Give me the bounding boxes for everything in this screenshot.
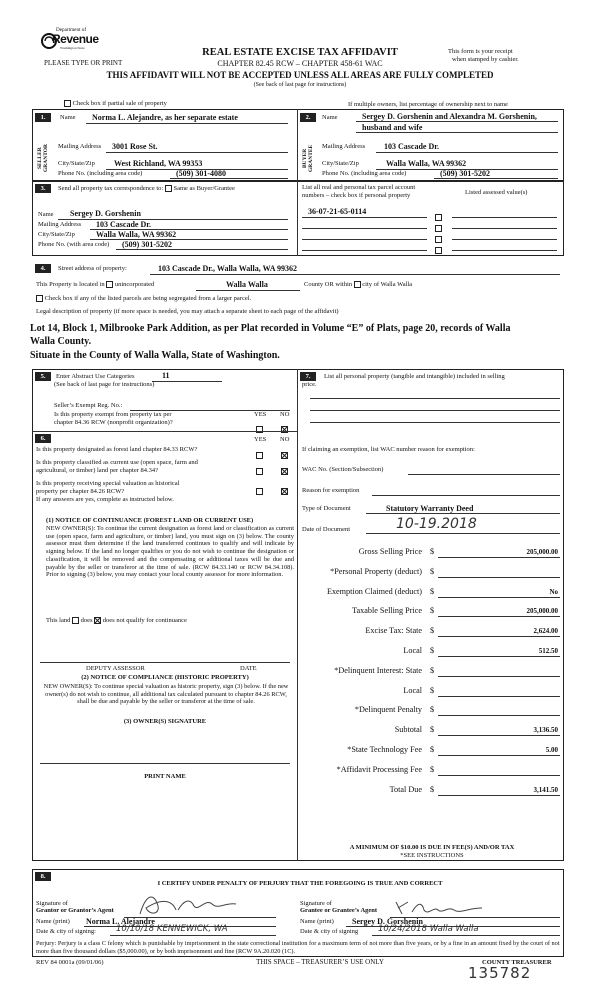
s5-no: NO	[280, 411, 290, 418]
dor-logo	[40, 26, 100, 52]
certify: I CERTIFY UNDER PENALTY OF PERJURY THAT THE FOREGOING IS TRUE AND CORRECT	[157, 880, 443, 887]
segregated-checkbox[interactable]	[36, 295, 43, 302]
seller-side-label: SELLER GRANTOR	[37, 144, 49, 173]
grantee-signature-icon	[392, 896, 492, 918]
legal-1: Lot 14, Block 1, Milbrooke Park Addition, as per Plat recorded in Volume “E” of Plats, page 20, records of Walla	[30, 323, 511, 334]
this-land: This land does does not qualify for continuance	[46, 617, 187, 624]
tax-line-label: *Delinquent Interest: State	[334, 666, 422, 675]
s3-city-label: City/State/Zip	[38, 231, 75, 238]
doc-type: Statutory Warranty Deed	[386, 504, 474, 513]
does-not-checkbox[interactable]	[94, 617, 101, 624]
dollar-sign: $	[430, 705, 435, 714]
form-title: REAL ESTATE EXCISE TAX AFFIDAVIT	[202, 47, 398, 58]
s6-q3a: Is this property receiving special valuation as historical	[36, 480, 180, 487]
section-5-num: 5.	[35, 372, 51, 381]
section-6-num: 6.	[35, 434, 51, 443]
parcel-number: 36-07-21-65-0114	[308, 207, 367, 216]
buyer-city: Walla Walla, WA 99362	[386, 159, 467, 168]
unincorporated-checkbox[interactable]	[106, 281, 113, 288]
abstract-label: Enter Abstract Use Categories	[56, 373, 135, 380]
middle-box	[32, 369, 564, 861]
dollar-sign: $	[430, 745, 435, 754]
county-treasurer: COUNTY TREASURER	[482, 959, 552, 966]
dollar-sign: $	[430, 587, 435, 596]
historic-no-checkbox[interactable]	[281, 488, 288, 495]
section-3-num: 3.	[35, 184, 51, 193]
tax-line-value: 512.50	[538, 647, 558, 655]
segregated: Check box if any of the listed parcels are being segregated from a larger parcel.	[36, 295, 251, 302]
city-checkbox[interactable]	[354, 281, 361, 288]
s6-q4: If any answers are yes, complete as instructed below.	[36, 496, 174, 503]
notice1-title: (1) NOTICE OF CONTINUANCE (FOREST LAND OR CURRENT USE)	[46, 517, 254, 524]
section-1-num: 1.	[35, 113, 51, 122]
reason: Reason for exemption	[302, 487, 360, 494]
s6-q2a: Is this property classified as current use (open space, farm and	[36, 459, 198, 466]
abstract-value: 11	[162, 371, 170, 380]
section-4-num: 4.	[35, 264, 51, 273]
same-as-buyer-checkbox[interactable]	[165, 185, 172, 192]
tax-line-label: Taxable Selling Price	[352, 606, 422, 615]
partial-sale-checkbox[interactable]	[64, 100, 71, 107]
historic-yes-checkbox[interactable]	[256, 488, 263, 495]
buyer-mail: 103 Cascade Dr.	[384, 142, 440, 151]
treasurer-space: THIS SPACE – TREASURER’S USE ONLY	[256, 958, 384, 966]
tax-line-value: 2,624.00	[533, 627, 558, 635]
doc-type-label: Type of Document	[302, 505, 351, 512]
dollar-sign: $	[430, 785, 435, 794]
dollar-sign: $	[430, 646, 435, 655]
buyer-phone: (509) 301-5202	[440, 169, 490, 178]
s6-q3b: property per chapter 84.26 RCW?	[36, 488, 125, 495]
tax-line-label: Exemption Claimed (deduct)	[326, 587, 422, 596]
tax-line-label: *Delinquent Penalty	[354, 705, 422, 714]
buyer-side-label: BUYER GRANTEE	[302, 144, 314, 172]
grantee-sig-1: Signature of	[300, 900, 332, 907]
grantor-date: 10/10/18 KENNEWICK, WA	[116, 924, 228, 934]
stamp-number: 135782	[468, 964, 532, 982]
tax-line-label: *Affidavit Processing Fee	[336, 765, 422, 774]
county: Walla Walla	[226, 280, 268, 289]
wac-claim: If claiming an exemption, list WAC number reason for exemption:	[302, 446, 475, 453]
legal-label: Legal description of property (if more space is needed, you may attach a separate sheet to each page of the affidavit)	[36, 308, 339, 315]
send-correspondence: Send all property tax correspondence to: Same as Buyer/Grantee	[58, 185, 235, 192]
s6-yes: YES	[254, 436, 267, 443]
dollar-sign: $	[430, 686, 435, 695]
grantee-name: Sergey D. Gorshenin	[352, 917, 423, 926]
tax-line-value: 3,141.50	[533, 786, 558, 794]
dollar-sign: $	[430, 626, 435, 635]
s6-q1: Is this property designated as forest land chapter 84.33 RCW?	[36, 446, 198, 453]
tax-line-value: 3,136.50	[533, 726, 558, 734]
s6-q2b: agricultural, or timber) land per chapter 84.34?	[36, 467, 159, 474]
seller-name: Norma L. Alejandre, as her separate estate	[92, 113, 238, 122]
tax-line-value: 5.00	[545, 746, 558, 754]
seller-city: West Richland, WA 99353	[114, 159, 203, 168]
receipt-2: when stamped by cashier.	[452, 56, 519, 63]
seller-phone-label: Phone No. (including area code)	[58, 170, 143, 177]
tax-line-label: Excise Tax: State	[365, 626, 422, 635]
s3-mail-label: Mailing Address	[38, 221, 82, 228]
please-type: PLEASE TYPE OR PRINT	[44, 59, 123, 67]
buyer-name-2: husband and wife	[362, 123, 423, 132]
s6-no: NO	[280, 436, 290, 443]
notice2-title: (2) NOTICE OF COMPLIANCE (HISTORIC PROPERTY)	[81, 674, 249, 681]
exempt-q2: chapter 84.36 RCW (nonprofit organization)?	[54, 419, 173, 426]
tax-line-label: Local	[403, 646, 422, 655]
wac-no: WAC No. (Section/Subsection)	[302, 466, 384, 473]
grantor-name-label: Name (print)	[36, 918, 70, 925]
s3-phone: (509) 301-5202	[122, 240, 172, 249]
deputy-assessor: DEPUTY ASSESSOR	[86, 665, 145, 672]
notice: THIS AFFIDAVIT WILL NOT BE ACCEPTED UNLESS ALL AREAS ARE FULLY COMPLETED	[106, 70, 494, 80]
chapter: CHAPTER 82.45 RCW – CHAPTER 458-61 WAC	[217, 59, 383, 68]
s3-city: Walla Walla, WA 99362	[96, 230, 177, 239]
county-or: County OR within city of Walla Walla	[304, 281, 413, 288]
tax-line-value: 205,000.00	[526, 548, 558, 556]
tax-line-label: *Personal Property (deduct)	[330, 567, 422, 576]
personal-label-1: List all personal property (tangible and intangible) included in selling	[324, 373, 505, 380]
buyer-mail-label: Mailing Address	[322, 143, 366, 150]
grantor-signature-icon	[132, 890, 242, 920]
multiple-owners: If multiple owners, list percentage of ownership next to name	[348, 101, 508, 108]
assessor-date: DATE	[240, 665, 257, 672]
grantee-name-label: Name (print)	[300, 918, 334, 925]
section-7-num: 7.	[300, 372, 316, 381]
seller-mail: 3001 Rose St.	[112, 142, 158, 151]
s3-mail: 103 Cascade Dr.	[96, 220, 152, 229]
notice1-body: NEW OWNER(S): To continue the current designation as forest land or classification as current use (open space, farm and agriculture, or timber) land, you must sign on (3) below. The county assessor must then determine if the land transferred continues to qualify and will indicate by signing below. If the land no longer qualifies or you do not wish to continue the designation or classification, it will be removed and the compensating or additional taxes will be due and payable by the seller or transferor at the time of sale. (RCW 84.33.140 or RCW 84.34.108). Prior to signing (3) below, you may contact your local county assessor for more information.	[46, 525, 294, 579]
rev-number: REV 84 0001a (09/01/06)	[36, 959, 104, 966]
partial-sale: Check box if partial sale of property	[64, 100, 167, 107]
parcel-label-1: List all real and personal tax parcel account	[302, 184, 416, 191]
buyer-city-label: City/State/Zip	[322, 160, 359, 167]
grantor-sig-2: Grantor or Grantor’s Agent	[36, 907, 114, 914]
tax-line-label: Local	[403, 686, 422, 695]
buyer-phone-label: Phone No. (including area code)	[322, 170, 407, 177]
dollar-sign: $	[430, 765, 435, 774]
s3-phone-label: Phone No. (with area code)	[38, 241, 110, 248]
logo-line1: Department of	[56, 27, 87, 33]
doc-date: 10-19.2018	[396, 516, 477, 532]
does-checkbox[interactable]	[72, 617, 79, 624]
current-use-no-checkbox[interactable]	[281, 468, 288, 475]
tax-line-label: Gross Selling Price	[358, 547, 422, 556]
see-back: (See back of last page for instructions)	[253, 82, 347, 88]
grantee-sig-2: Grantee or Grantee’s Agent	[300, 907, 378, 914]
logo-line2: Revenue	[52, 32, 99, 46]
dollar-sign: $	[430, 666, 435, 675]
s5-see-back: (See back of last page for instructions)	[54, 381, 155, 388]
seller-name-label: Name	[60, 114, 76, 121]
grantee-date-label: Date & city of signing	[300, 928, 359, 935]
doc-date-label: Date of Document	[302, 526, 351, 533]
legal-3: Situate in the County of Walla Walla, State of Washington.	[30, 350, 280, 361]
grantor-sig-1: Signature of	[36, 900, 68, 907]
located-in: This Property is located in unincorporated	[36, 281, 155, 288]
seller-phone: (509) 301-4080	[176, 169, 226, 178]
current-use-yes-checkbox[interactable]	[256, 468, 263, 475]
grantor-date-label: Date & city of signing:	[36, 928, 96, 935]
section-8-num: 8.	[35, 872, 51, 881]
parcel-checkbox-4[interactable]	[435, 247, 442, 254]
dollar-sign: $	[430, 606, 435, 615]
street-label: Street address of property:	[58, 265, 127, 272]
assessed-label: Listed assessed value(s)	[465, 189, 528, 196]
receipt-1: This form is your receipt	[448, 48, 513, 55]
s3-name: Sergey D. Gorshenin	[70, 209, 141, 218]
buyer-name-1: Sergey D. Gorshenin and Alexandra M. Gorshenin,	[362, 112, 537, 121]
minimum-2: *SEE INSTRUCTIONS	[400, 852, 464, 859]
minimum-1: A MINIMUM OF $10.00 IS DUE IN FEE(S) AND/OR TAX	[349, 844, 515, 851]
grantor-name: Norma L. Alejandre	[86, 917, 155, 926]
tax-line-label: Subtotal	[394, 725, 422, 734]
section-2-num: 2.	[300, 113, 316, 122]
exempt-q1: Is this property exempt from property tax per	[54, 411, 172, 418]
parcel-label-2: numbers – check box if personal property	[302, 192, 411, 199]
forest-yes-checkbox[interactable]	[256, 452, 263, 459]
personal-label-2: price.	[302, 381, 317, 388]
dollar-sign: $	[430, 567, 435, 576]
grantee-date: 10/24/2018 Walla Walla	[378, 924, 479, 934]
print-name: PRINT NAME	[144, 773, 186, 780]
buyer-name-label: Name	[322, 114, 338, 121]
owner-signature: (3) OWNER(S) SIGNATURE	[123, 718, 207, 725]
perjury: Perjury: Perjury is a class C felony which is punishable by imprisonment in the state correctional institution for a maximum term of not more than five years, or by a fine in an amount fixed by the court of not more than five thousand dollars ($5,000.00), or by both imprisonment and fine (RCW 9A.20.020 (1C).	[36, 940, 560, 955]
dollar-sign: $	[430, 725, 435, 734]
exempt-reg: Seller’s Exempt Reg. No.:	[54, 402, 123, 409]
tax-line-value: 205,000.00	[526, 607, 558, 615]
notice2-body: NEW OWNER(S): To continue special valuation as historic property, sign (3) below. If the new owner(s) do not wish to continue, all additional tax calculated pursuant to chapter 84.26 RCW, shall be due and payable by the seller or transferor at the time of sale.	[43, 683, 289, 706]
forest-no-checkbox[interactable]	[281, 452, 288, 459]
s5-yes: YES	[254, 411, 267, 418]
logo-line3: Washington State	[60, 46, 85, 50]
tax-line-label: *State Technology Fee	[347, 745, 422, 754]
tax-line-label: Total Due	[389, 785, 422, 794]
tax-line-value: No	[549, 588, 558, 596]
street: 103 Cascade Dr., Walla Walla, WA 99362	[158, 264, 298, 273]
seller-city-label: City/State/Zip	[58, 160, 95, 167]
legal-2: Walla County.	[30, 336, 92, 347]
seller-mail-label: Mailing Address	[58, 143, 102, 150]
dollar-sign: $	[430, 547, 435, 556]
s3-name-label: Name	[38, 211, 54, 218]
